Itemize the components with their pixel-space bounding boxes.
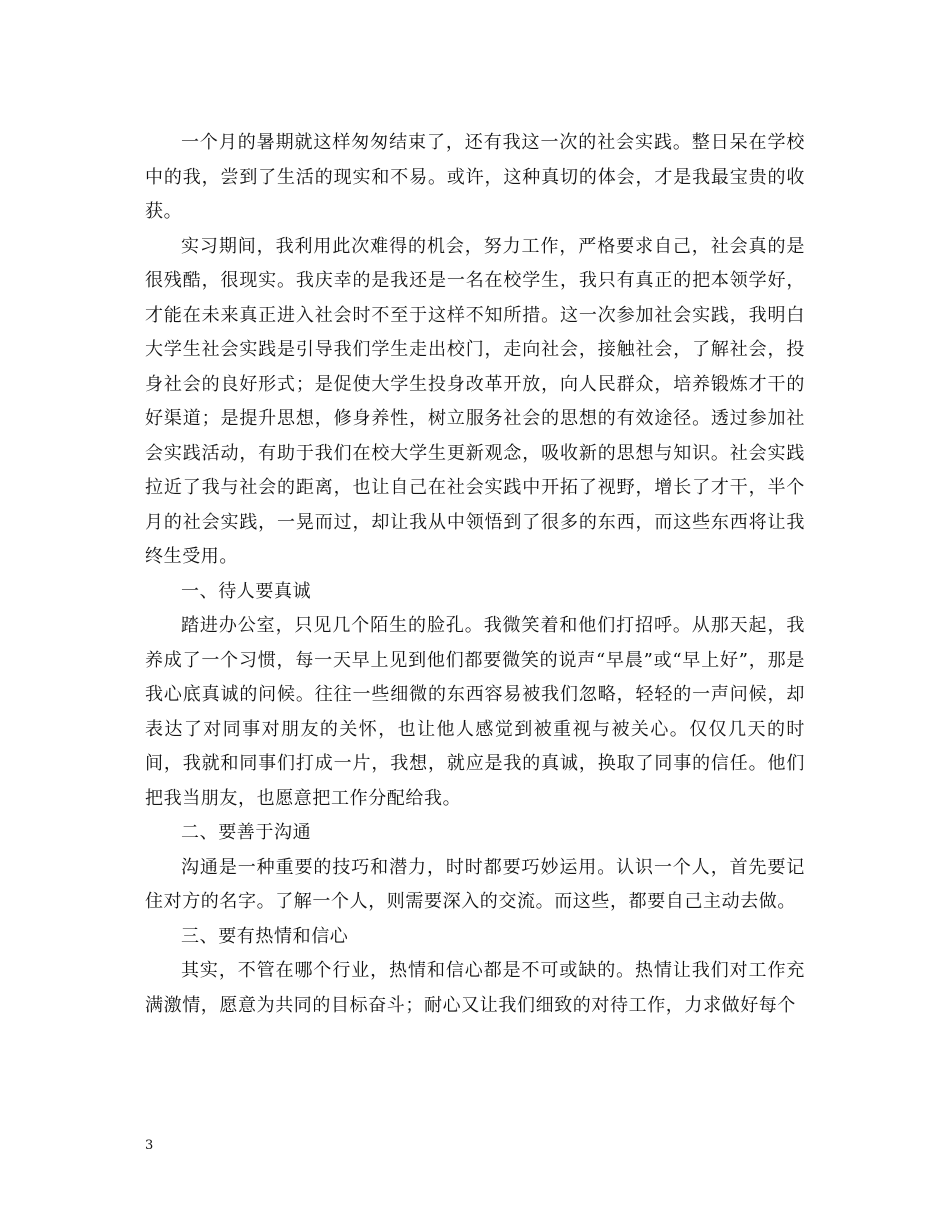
document-body [145,126,805,1023]
section-heading-2: 二、要善于沟通 [181,822,312,843]
paragraph-1: 一个月的暑期就这样匆匆结束了，还有我这一次的社会实践。整日呆在学校中的我，尝到了生活的现实和不易。或许，这种真切的体会，才是我最宝贵的收获。 [145,132,805,222]
paragraph-5: 其实，不管在哪个行业，热情和信心都是不可或缺的。热情让我们对工作充满激情，愿意为共同的目标奋斗；耐心又让我们细致的对待工作，力求做好每个 [145,960,805,1016]
paragraph-2: 实习期间，我利用此次难得的机会，努力工作，严格要求自己，社会真的是很残酷，很现实。我庆幸的是我还是一名在校学生，我只有真正的把本领学好，才能在未来真正进入社会时不至于这样不知所措。这一次参加社会实践，我明白大学生社会实践是引导我们学生走出校门，走向社会，接触社会，了解社会，投身社会的良好形式；是促使大学生投身改革开放，向人民群众，培养锻炼才干的好渠道；是提升思想，修身养性，树立服务社会的思想的有效途径。透过参加社会实践活动，有助于我们在校大学生更新观念，吸收新的思想与知识。社会实践拉近了我与社会的距离，也让自己在社会实践中开拓了视野，增长了才干，半个月的社会实践，一晃而过，却让我从中领悟到了很多的东西，而这些东西将让我终生受用。 [145,235,805,567]
section-heading-3: 三、要有热情和信心 [181,925,349,947]
section-heading-1: 一、待人要真诚 [181,580,312,602]
paragraph-4: 沟通是一种重要的技巧和潜力，时时都要巧妙运用。认识一个人，首先要记住对方的名字。了解一个人，则需要深入的交流。而这些，都要自己主动去做。 [145,856,805,912]
page-number: 3 [145,1138,154,1153]
paragraph-3: 踏进办公室，只见几个陌生的脸孔。我微笑着和他们打招呼。从那天起，我养成了一个习惯，每一天早上见到他们都要微笑的说声“早晨”或“早上好”，那是我心底真诚的问候。往往一些细微的东西容易被我们忽略，轻轻的一声问候，却表达了对同事对朋友的关怀，也让他人感觉到被重视与被关心。仅仅几天的时间，我就和同事们打成一片，我想，就应是我的真诚，换取了同事的信任。他们把我当朋友，也愿意把工作分配给我。 [145,615,805,809]
